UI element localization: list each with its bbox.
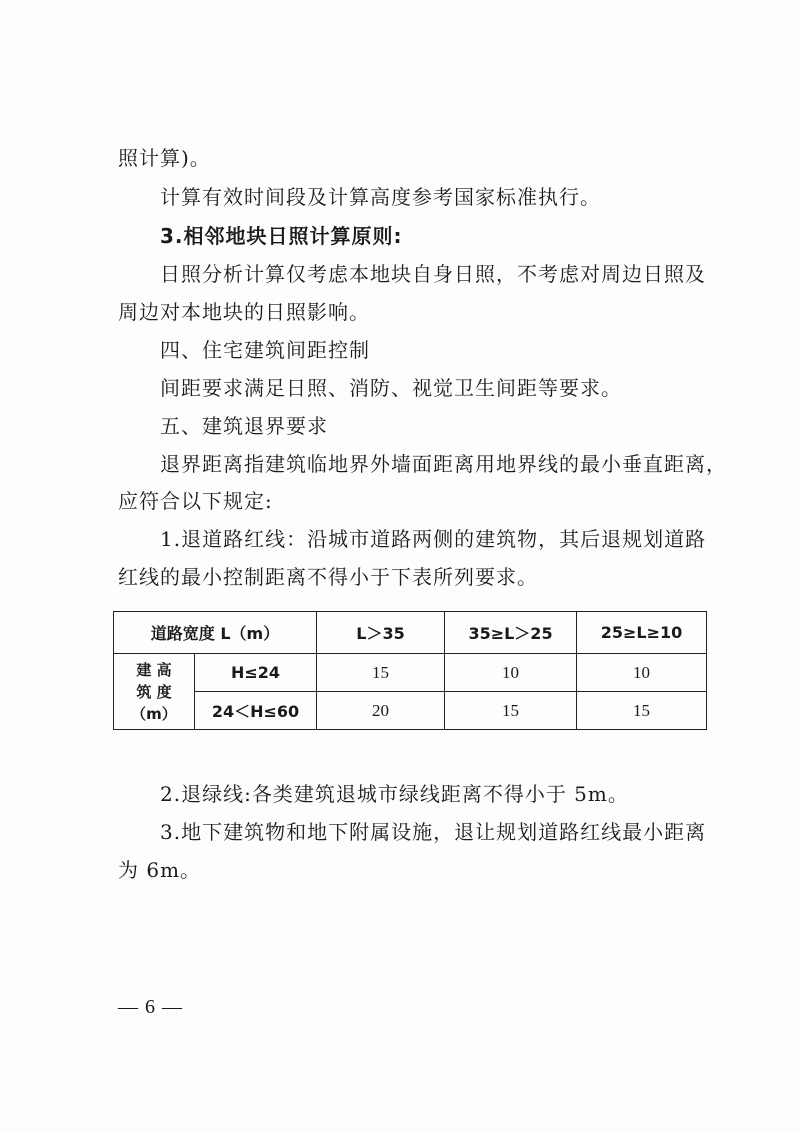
table-row [114,692,707,730]
table-row [114,654,707,692]
section-heading: 四、住宅建筑间距控制 [160,338,370,362]
table-column-header: L＞35 [317,612,445,654]
table-row-label: H≤24 [195,654,317,692]
table-cell: 20 [317,692,445,730]
paragraph-line: 3.地下建筑物和地下附属设施，退让规划道路红线最小距离 [160,820,707,844]
table-column-header: 25≥L≥10 [577,612,707,654]
table-cell: 10 [577,654,707,692]
table-row-label: 24＜H≤60 [195,692,317,730]
row-group-label [114,654,195,730]
paragraph-line: 间距要求满足日照、消防、视觉卫生间距等要求。 [160,376,622,400]
table-column-header: 35≥L＞25 [445,612,577,654]
paragraph-line: 计算有效时间段及计算高度参考国家标准执行。 [160,185,601,209]
paragraph-line: 红线的最小控制距离不得小于下表所列要求。 [118,565,538,589]
row-group-label-line: 建 高 [136,660,172,679]
table-header-row [114,612,707,654]
paragraph-line: 退界距离指建筑临地界外墙面距离用地界线的最小垂直距离， [160,452,727,476]
setback-distance-table [113,611,707,730]
table-cell: 15 [317,654,445,692]
section-heading: 五、建筑退界要求 [160,414,328,438]
table-cell: 15 [445,692,577,730]
table-cell: 15 [577,692,707,730]
paragraph-line: 2.退绿线:各类建筑退城市绿线距离不得小于 5m。 [160,782,629,806]
page-number: — 6 — [118,996,183,1018]
subsection-heading: 3.相邻地块日照计算原则: [160,224,403,248]
row-group-label-line: （m） [131,704,177,723]
paragraph-line: 周边对本地块的日照影响。 [118,300,370,324]
paragraph-line: 应符合以下规定: [118,489,273,513]
table-header-label: 道路宽度 L（m） [114,612,317,654]
paragraph-line: 为 6m。 [118,858,202,882]
paragraph-line: 照计算)。 [118,146,211,170]
paragraph-line: 1.退道路红线：沿城市道路两侧的建筑物，其后退规划道路 [160,527,707,551]
row-group-label-line: 筑 度 [136,682,172,701]
paragraph-line: 日照分析计算仅考虑本地块自身日照，不考虑对周边日照及 [160,262,706,286]
table-cell: 10 [445,654,577,692]
